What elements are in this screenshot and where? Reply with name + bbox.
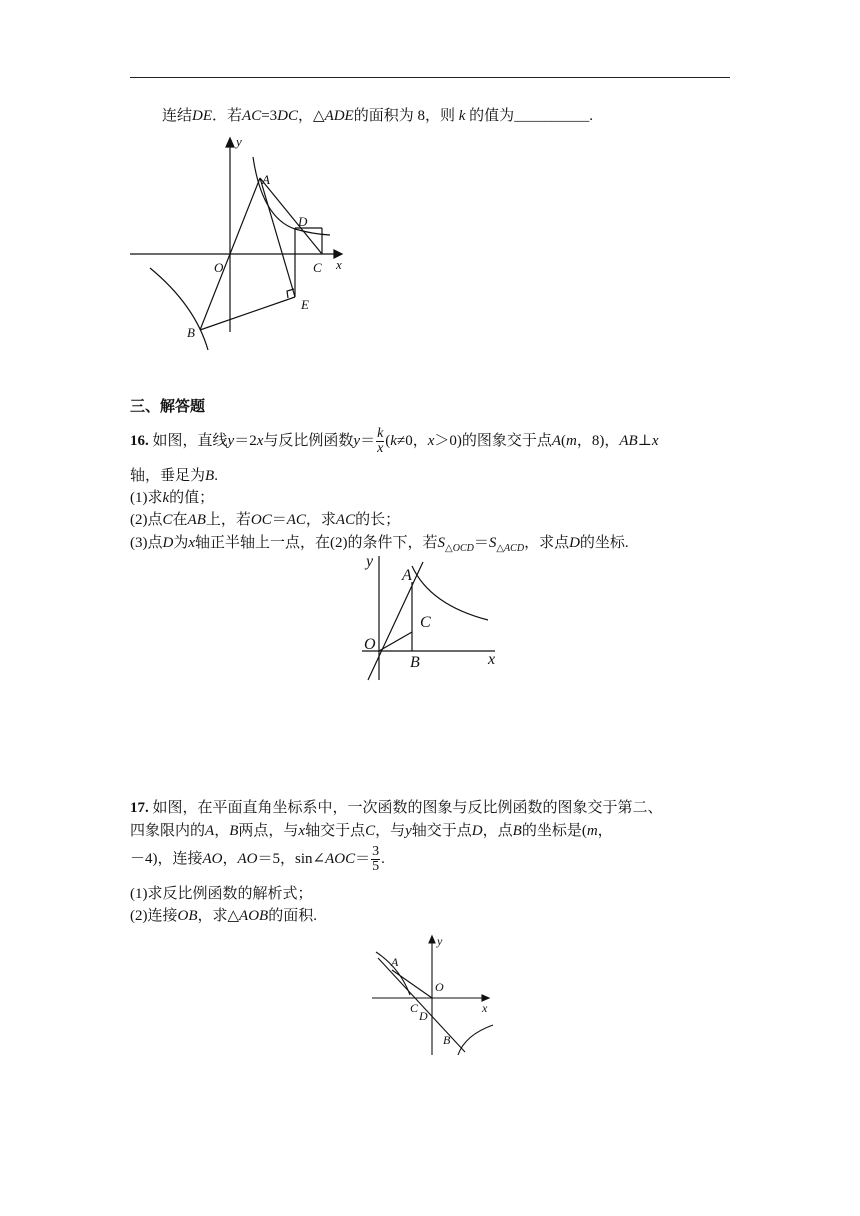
- text: =3: [261, 108, 278, 124]
- var: y: [353, 433, 361, 449]
- label-C: C: [420, 614, 431, 631]
- subscript: △ACD: [496, 543, 525, 554]
- text: (: [385, 433, 391, 449]
- text: (1)求反比例函数的解析式；: [130, 886, 313, 902]
- var: D: [471, 823, 483, 839]
- var: x: [651, 433, 659, 449]
- var: OB: [177, 908, 198, 924]
- text: ＝5，sin∠: [257, 851, 326, 867]
- text: (3)点: [130, 535, 163, 551]
- question-number: 17.: [130, 800, 149, 816]
- label-x: x: [336, 257, 342, 272]
- label-B: B: [187, 325, 195, 340]
- text: (2)点: [130, 512, 163, 528]
- label-B: B: [410, 654, 420, 671]
- text: 轴交于点: [411, 823, 472, 839]
- label-C: C: [313, 260, 322, 275]
- var: AO: [202, 851, 223, 867]
- var: AC: [335, 512, 356, 528]
- label-y: y: [366, 553, 374, 570]
- fraction-denominator: 5: [372, 859, 380, 875]
- text: 上，若: [205, 512, 251, 528]
- text: 连结: [162, 108, 193, 124]
- label-D: D: [298, 214, 308, 229]
- text: 的坐标是(: [521, 823, 587, 839]
- var: x: [427, 433, 435, 449]
- text: 两点，与: [238, 823, 299, 839]
- label-x: x: [482, 1001, 488, 1015]
- text: ，求△: [197, 908, 240, 924]
- text: 的值；: [169, 490, 215, 506]
- var: AOC: [325, 851, 356, 867]
- text: 轴，垂足为: [130, 468, 206, 484]
- var: B: [205, 468, 215, 484]
- text: ．若: [212, 108, 243, 124]
- var: D: [569, 535, 580, 551]
- label-B: B: [443, 1033, 451, 1047]
- text: ，点: [482, 823, 513, 839]
- subscript: △OCD: [445, 543, 474, 554]
- text: ＝2: [234, 433, 257, 449]
- text: 轴正半轴上一点，在(2)的条件下，若: [195, 535, 438, 551]
- var: m: [586, 823, 598, 839]
- text: 的面积.: [268, 908, 317, 924]
- label-E: E: [301, 297, 309, 312]
- text: －4)，连接: [130, 851, 203, 867]
- answer-blank: __________: [514, 108, 590, 124]
- text: (: [561, 433, 567, 449]
- label-A: A: [402, 567, 412, 584]
- text: ＞0)的图象交于点: [434, 433, 552, 449]
- question-number: 16.: [130, 433, 149, 449]
- var: AO: [237, 851, 258, 867]
- fraction-numerator: k: [377, 426, 384, 442]
- text: 为: [173, 535, 189, 551]
- text: 的坐标.: [579, 535, 629, 551]
- y-axis-arrow: [429, 936, 435, 943]
- var: A: [551, 433, 562, 449]
- text: 四象限内的: [130, 823, 206, 839]
- var: y: [405, 823, 412, 839]
- var: AB: [619, 433, 638, 449]
- var: A: [205, 823, 215, 839]
- fraction-numerator: 3: [372, 844, 380, 860]
- label-C: C: [410, 1001, 419, 1015]
- var: k: [390, 433, 397, 449]
- text: ，求点: [524, 535, 570, 551]
- var: x: [256, 433, 264, 449]
- var-k: k: [458, 108, 466, 124]
- var: S: [488, 535, 497, 551]
- section-heading: 三、解答题: [130, 397, 206, 415]
- text: .: [214, 468, 218, 484]
- var: k: [162, 490, 170, 506]
- label-y: y: [236, 134, 242, 149]
- text: ，△: [298, 108, 325, 124]
- var: D: [162, 535, 174, 551]
- text: ⊥: [637, 433, 652, 449]
- text: 的值为: [469, 108, 515, 124]
- var: y: [227, 433, 235, 449]
- var: C: [365, 823, 376, 839]
- var: AC: [286, 512, 306, 528]
- text: 的面积为 8，则: [353, 108, 455, 124]
- text: ＝: [360, 433, 376, 449]
- text: ＝: [271, 512, 287, 528]
- var-DC: DC: [277, 108, 299, 124]
- label-x: x: [488, 651, 496, 668]
- var: C: [162, 512, 173, 528]
- var-DE: DE: [192, 108, 213, 124]
- text: ，: [214, 823, 230, 839]
- var: B: [512, 823, 522, 839]
- label-A: A: [262, 172, 270, 187]
- var: x: [298, 823, 306, 839]
- var: OC: [250, 512, 272, 528]
- text: ，8)，: [576, 433, 620, 449]
- text: ，求: [305, 512, 336, 528]
- label-y: y: [437, 934, 443, 948]
- label-D: D: [419, 1009, 428, 1023]
- text: ，与: [375, 823, 406, 839]
- text: .: [381, 851, 385, 867]
- var: B: [229, 823, 239, 839]
- label-O: O: [364, 636, 376, 653]
- var: m: [566, 433, 577, 449]
- fraction-denominator: x: [377, 441, 384, 457]
- text: ＝: [473, 535, 489, 551]
- text: 的长；: [355, 512, 401, 528]
- var: S: [437, 535, 446, 551]
- var: AOB: [239, 908, 269, 924]
- var-AC: AC: [242, 108, 262, 124]
- text: (2)连接: [130, 908, 178, 924]
- text: 如图，直线: [152, 433, 228, 449]
- var: x: [188, 535, 196, 551]
- var-ADE: ADE: [324, 108, 354, 124]
- var: AB: [187, 512, 206, 528]
- text: 如图，在平面直角坐标系中，一次函数的图象与反比例函数的图象交于第二、: [152, 800, 663, 816]
- text: .: [589, 108, 593, 124]
- line-AB: [378, 958, 465, 1052]
- text: 在: [172, 512, 188, 528]
- text: 与反比例函数: [263, 433, 354, 449]
- label-A: A: [391, 955, 399, 969]
- label-O: O: [214, 260, 224, 275]
- text: ，: [597, 823, 613, 839]
- text: 轴交于点: [305, 823, 366, 839]
- text: ，: [222, 851, 238, 867]
- text: (1)求: [130, 490, 163, 506]
- line-AO: [392, 970, 432, 998]
- text: ≠0，: [396, 433, 428, 449]
- label-O: O: [435, 980, 444, 994]
- text: ＝: [355, 851, 371, 867]
